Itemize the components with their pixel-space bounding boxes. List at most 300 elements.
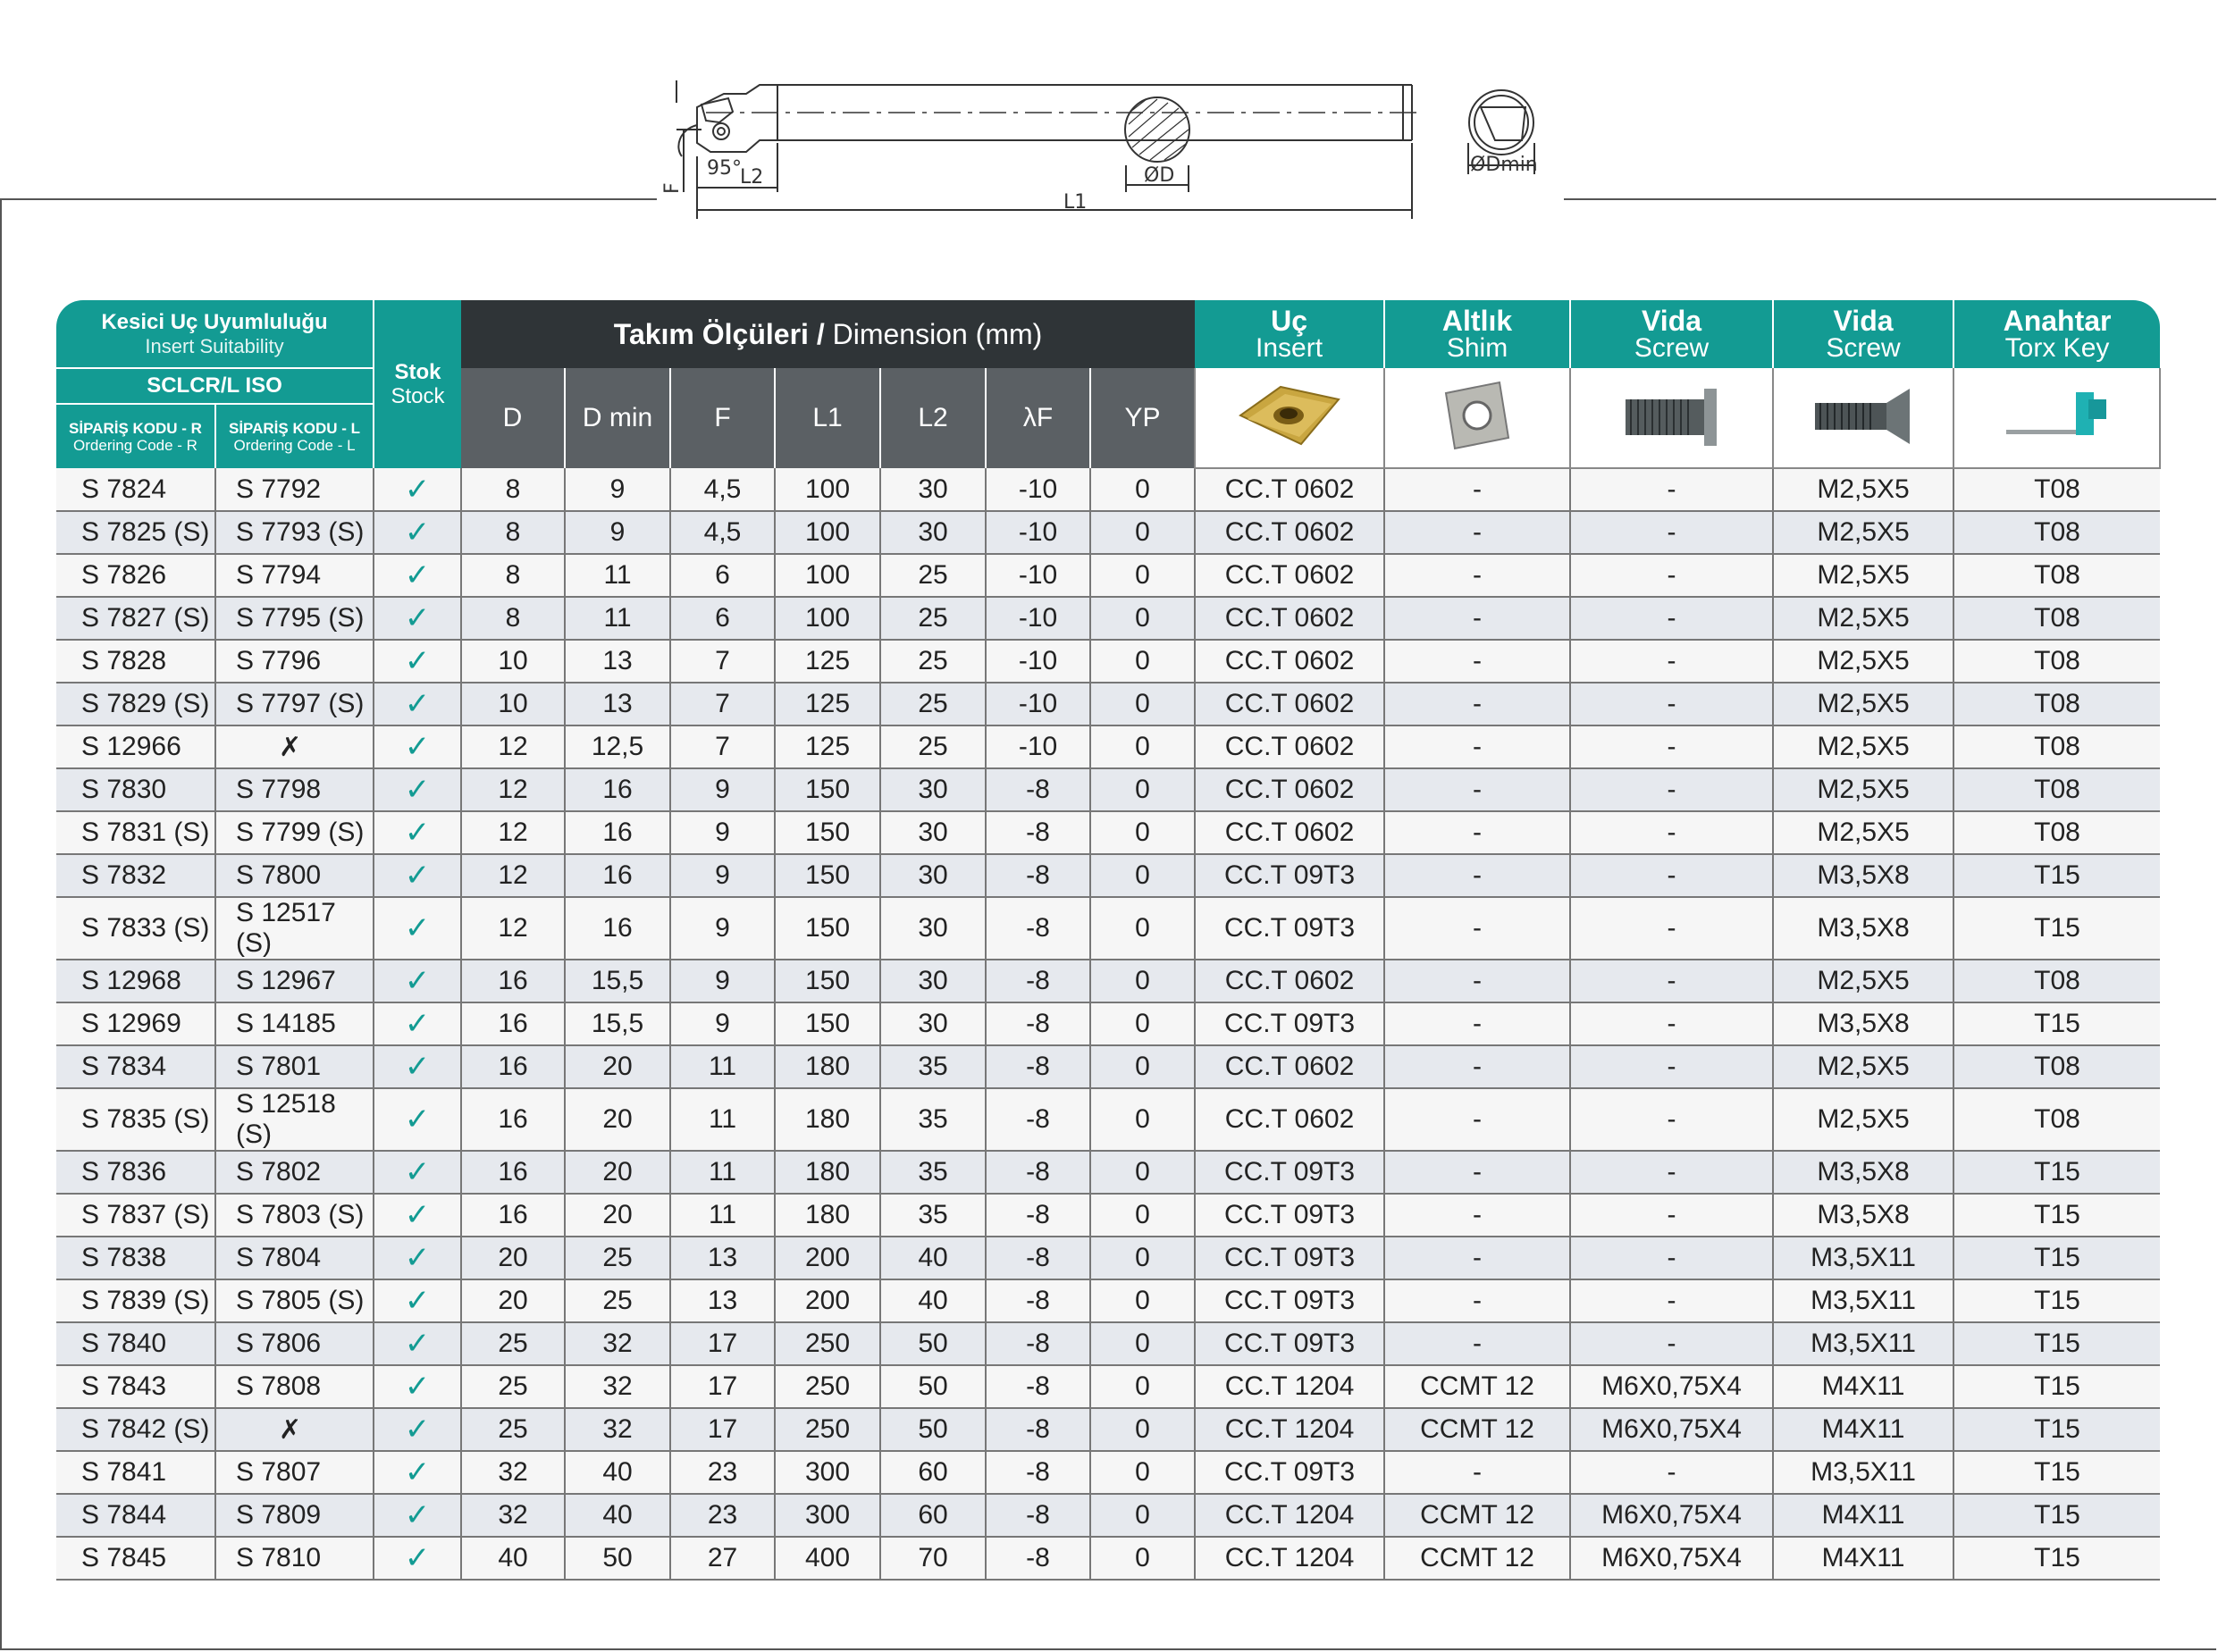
cell-yp: 0: [1090, 683, 1195, 725]
cell-insert: CC.T 1204: [1195, 1408, 1384, 1451]
cell-screw: M6X0,75X4: [1570, 1365, 1773, 1408]
cell-code-l: S 7794: [215, 554, 374, 597]
cell-code-r: S 7832: [56, 854, 215, 897]
cell-f: 11: [670, 1194, 775, 1237]
cell-lambda-f: -8: [986, 1537, 1090, 1580]
insert-subtitle: Insert: [1256, 333, 1323, 363]
table-row: [56, 1408, 2160, 1451]
cell-d: 10: [461, 683, 565, 725]
cell-l1: 100: [775, 468, 880, 511]
cell-stock: ✓: [374, 1365, 461, 1408]
table-row: [56, 768, 2160, 811]
cell-code-r: S 12969: [56, 1002, 215, 1045]
cell-l2: 30: [880, 1002, 986, 1045]
stock-subtitle: Stock: [391, 384, 445, 408]
cell-yp: 0: [1090, 511, 1195, 554]
cell-code-l: S 7802: [215, 1151, 374, 1194]
cell-yp: 0: [1090, 554, 1195, 597]
cell-l2: 30: [880, 468, 986, 511]
cell-yp: 0: [1090, 1537, 1195, 1580]
cell-insert: CC.T 09T3: [1195, 1237, 1384, 1279]
table-row: [56, 1279, 2160, 1322]
cell-stock: ✓: [374, 1537, 461, 1580]
cell-screw: -: [1570, 1279, 1773, 1322]
cell-key: T15: [1953, 1494, 2160, 1537]
cell-screw2: M4X11: [1773, 1365, 1953, 1408]
screw-title: Vida: [1642, 305, 1702, 337]
cell-dmin: 32: [565, 1365, 670, 1408]
cell-dmin: 40: [565, 1451, 670, 1494]
cell-d: 8: [461, 597, 565, 640]
cell-d: 12: [461, 811, 565, 854]
cell-dmin: 11: [565, 554, 670, 597]
cell-l2: 50: [880, 1365, 986, 1408]
cell-l1: 150: [775, 811, 880, 854]
cell-key: T08: [1953, 597, 2160, 640]
cell-stock: ✓: [374, 1151, 461, 1194]
cell-l1: 125: [775, 725, 880, 768]
cell-f: 11: [670, 1045, 775, 1088]
cell-stock: ✓: [374, 768, 461, 811]
cell-key: T08: [1953, 1088, 2160, 1151]
cell-dmin: 9: [565, 468, 670, 511]
cell-lambda-f: -8: [986, 1494, 1090, 1537]
code-l-title: SİPARİŞ KODU - L: [228, 419, 361, 437]
cell-code-l: S 14185: [215, 1002, 374, 1045]
cell-yp: 0: [1090, 854, 1195, 897]
cell-shim: -: [1384, 725, 1570, 768]
code-r-header: [56, 404, 215, 468]
cell-yp: 0: [1090, 1494, 1195, 1537]
cell-l2: 60: [880, 1494, 986, 1537]
cell-screw: -: [1570, 511, 1773, 554]
cell-key: T08: [1953, 511, 2160, 554]
cell-l2: 25: [880, 683, 986, 725]
cell-d: 16: [461, 1151, 565, 1194]
cell-shim: -: [1384, 854, 1570, 897]
table-row: [56, 1151, 2160, 1194]
cell-screw2: M3,5X8: [1773, 1194, 1953, 1237]
cell-code-l: S 7793 (S): [215, 511, 374, 554]
cell-f: 17: [670, 1322, 775, 1365]
cell-d: 25: [461, 1322, 565, 1365]
cell-key: T15: [1953, 854, 2160, 897]
cell-dmin: 12,5: [565, 725, 670, 768]
cell-code-r: S 7835 (S): [56, 1088, 215, 1151]
cell-screw: -: [1570, 1045, 1773, 1088]
cell-stock: ✓: [374, 511, 461, 554]
cell-shim: -: [1384, 1322, 1570, 1365]
cell-lambda-f: -8: [986, 1151, 1090, 1194]
cell-stock: ✓: [374, 1045, 461, 1088]
table-row: [56, 597, 2160, 640]
cell-code-l: ✗: [215, 725, 374, 768]
cell-code-l: S 7796: [215, 640, 374, 683]
cell-screw2: M3,5X8: [1773, 897, 1953, 960]
cell-f: 13: [670, 1279, 775, 1322]
cell-screw2: M4X11: [1773, 1408, 1953, 1451]
table-row: [56, 1537, 2160, 1580]
cell-key: T08: [1953, 468, 2160, 511]
cell-insert: CC.T 0602: [1195, 554, 1384, 597]
cell-code-r: S 7841: [56, 1451, 215, 1494]
screw2-image: [1773, 368, 1953, 468]
cell-screw2: M2,5X5: [1773, 683, 1953, 725]
cell-key: T08: [1953, 725, 2160, 768]
cell-screw2: M2,5X5: [1773, 960, 1953, 1002]
cell-code-r: S 7839 (S): [56, 1279, 215, 1322]
cell-stock: ✓: [374, 683, 461, 725]
shim-header: [1384, 300, 1570, 368]
cell-lambda-f: -8: [986, 854, 1090, 897]
cell-code-r: S 7840: [56, 1322, 215, 1365]
cell-insert: CC.T 09T3: [1195, 854, 1384, 897]
shim-subtitle: Shim: [1446, 333, 1508, 363]
cell-f: 6: [670, 554, 775, 597]
cell-shim: -: [1384, 640, 1570, 683]
cell-screw: M6X0,75X4: [1570, 1537, 1773, 1580]
col-d: D: [461, 368, 565, 468]
cell-dmin: 20: [565, 1088, 670, 1151]
cell-lambda-f: -8: [986, 897, 1090, 960]
cell-insert: CC.T 0602: [1195, 1045, 1384, 1088]
l2-label: L2: [740, 166, 764, 189]
cell-f: 23: [670, 1494, 775, 1537]
cell-l1: 250: [775, 1408, 880, 1451]
col-l1: L1: [775, 368, 880, 468]
cell-shim: -: [1384, 1151, 1570, 1194]
cell-screw2: M2,5X5: [1773, 511, 1953, 554]
table-row: [56, 1088, 2160, 1151]
cell-lambda-f: -8: [986, 1088, 1090, 1151]
cell-insert: CC.T 0602: [1195, 1088, 1384, 1151]
cell-shim: -: [1384, 1088, 1570, 1151]
cell-key: T15: [1953, 1151, 2160, 1194]
shim-title: Altlık: [1441, 305, 1513, 337]
screw-subtitle: Screw: [1634, 333, 1710, 363]
cell-code-r: S 7829 (S): [56, 683, 215, 725]
cell-screw2: M2,5X5: [1773, 1088, 1953, 1151]
dimension-subtitle: Dimension (mm): [824, 317, 1043, 350]
cell-d: 40: [461, 1537, 565, 1580]
cell-f: 9: [670, 1002, 775, 1045]
insert-suitability-header: [56, 300, 374, 368]
cell-l2: 25: [880, 725, 986, 768]
cell-code-r: S 7833 (S): [56, 897, 215, 960]
cell-lambda-f: -8: [986, 811, 1090, 854]
cell-l1: 180: [775, 1045, 880, 1088]
cell-f: 7: [670, 683, 775, 725]
cell-screw2: M3,5X11: [1773, 1237, 1953, 1279]
table-row: [56, 897, 2160, 960]
cell-code-l: S 7808: [215, 1365, 374, 1408]
cell-d: 12: [461, 854, 565, 897]
cell-shim: -: [1384, 1279, 1570, 1322]
cell-yp: 0: [1090, 897, 1195, 960]
cell-lambda-f: -8: [986, 768, 1090, 811]
cell-stock: ✓: [374, 597, 461, 640]
dmin-label: ØDmin: [1470, 154, 1538, 176]
dimension-header: [461, 300, 1195, 368]
cell-stock: ✓: [374, 1408, 461, 1451]
cell-dmin: 25: [565, 1279, 670, 1322]
cell-d: 32: [461, 1451, 565, 1494]
cell-l2: 25: [880, 554, 986, 597]
cell-d: 12: [461, 897, 565, 960]
cell-dmin: 16: [565, 897, 670, 960]
torx-screw-icon: [1810, 380, 1917, 451]
cell-key: T08: [1953, 1045, 2160, 1088]
cell-code-r: S 12968: [56, 960, 215, 1002]
cell-screw: -: [1570, 1451, 1773, 1494]
cell-key: T08: [1953, 640, 2160, 683]
cell-screw: -: [1570, 1151, 1773, 1194]
cell-stock: ✓: [374, 1279, 461, 1322]
cell-stock: ✓: [374, 854, 461, 897]
cell-screw: M6X0,75X4: [1570, 1494, 1773, 1537]
cell-d: 25: [461, 1408, 565, 1451]
cell-screw: -: [1570, 1194, 1773, 1237]
cell-key: T15: [1953, 1237, 2160, 1279]
cell-insert: CC.T 1204: [1195, 1537, 1384, 1580]
cell-code-r: S 7831 (S): [56, 811, 215, 854]
cell-code-r: S 7836: [56, 1151, 215, 1194]
cell-screw2: M3,5X11: [1773, 1451, 1953, 1494]
boring-bar-drawing: [657, 58, 1550, 223]
cell-code-r: S 7827 (S): [56, 597, 215, 640]
cell-lambda-f: -8: [986, 1322, 1090, 1365]
cell-insert: CC.T 0602: [1195, 511, 1384, 554]
cell-stock: ✓: [374, 1088, 461, 1151]
code-l-subtitle: Ordering Code - L: [233, 436, 356, 454]
cell-screw: -: [1570, 960, 1773, 1002]
cell-yp: 0: [1090, 1151, 1195, 1194]
cell-code-l: S 12517 (S): [215, 897, 374, 960]
cell-code-l: S 7798: [215, 768, 374, 811]
key-image: [1953, 368, 2160, 468]
cell-d: 10: [461, 640, 565, 683]
cell-l2: 30: [880, 854, 986, 897]
stock-header: [374, 300, 461, 468]
insert-suitability-subtitle: Insert Suitability: [145, 334, 284, 357]
cell-f: 9: [670, 811, 775, 854]
cell-l2: 30: [880, 960, 986, 1002]
cell-key: T15: [1953, 1322, 2160, 1365]
cell-l2: 35: [880, 1045, 986, 1088]
cell-code-r: S 7842 (S): [56, 1408, 215, 1451]
cell-code-l: S 7801: [215, 1045, 374, 1088]
code-r-subtitle: Ordering Code - R: [73, 436, 197, 454]
cell-lambda-f: -8: [986, 1451, 1090, 1494]
screw2-subtitle: Screw: [1826, 333, 1901, 363]
cell-insert: CC.T 09T3: [1195, 1322, 1384, 1365]
cell-l1: 150: [775, 897, 880, 960]
cell-l1: 200: [775, 1279, 880, 1322]
cell-l2: 35: [880, 1194, 986, 1237]
cell-code-l: S 7795 (S): [215, 597, 374, 640]
cell-l2: 35: [880, 1088, 986, 1151]
cell-code-l: S 7807: [215, 1451, 374, 1494]
cell-l1: 300: [775, 1451, 880, 1494]
cell-dmin: 20: [565, 1151, 670, 1194]
cell-stock: ✓: [374, 897, 461, 960]
cell-f: 9: [670, 897, 775, 960]
cell-insert: CC.T 09T3: [1195, 1002, 1384, 1045]
cell-key: T15: [1953, 1408, 2160, 1451]
cell-code-l: S 7803 (S): [215, 1194, 374, 1237]
insert-header: [1195, 300, 1384, 368]
cell-l1: 180: [775, 1151, 880, 1194]
cell-code-l: S 7799 (S): [215, 811, 374, 854]
cell-shim: -: [1384, 1237, 1570, 1279]
cell-code-l: S 7797 (S): [215, 683, 374, 725]
cell-stock: ✓: [374, 554, 461, 597]
cell-code-l: S 12518 (S): [215, 1088, 374, 1151]
cell-dmin: 13: [565, 640, 670, 683]
cell-insert: CC.T 1204: [1195, 1494, 1384, 1537]
cell-code-l: S 7805 (S): [215, 1279, 374, 1322]
cell-key: T15: [1953, 1279, 2160, 1322]
table-row: [56, 640, 2160, 683]
cell-code-r: S 7834: [56, 1045, 215, 1088]
cell-screw2: M2,5X5: [1773, 554, 1953, 597]
cell-dmin: 40: [565, 1494, 670, 1537]
cell-insert: CC.T 0602: [1195, 811, 1384, 854]
cell-shim: -: [1384, 1002, 1570, 1045]
cell-code-l: S 7809: [215, 1494, 374, 1537]
cell-f: 11: [670, 1151, 775, 1194]
cell-screw2: M3,5X8: [1773, 1151, 1953, 1194]
table-row: [56, 1451, 2160, 1494]
cell-d: 8: [461, 554, 565, 597]
cell-f: 4,5: [670, 511, 775, 554]
key-header: [1953, 300, 2160, 368]
cell-insert: CC.T 1204: [1195, 1365, 1384, 1408]
cell-shim: -: [1384, 1194, 1570, 1237]
cell-f: 9: [670, 960, 775, 1002]
cell-l1: 400: [775, 1537, 880, 1580]
cell-lambda-f: -8: [986, 1045, 1090, 1088]
table-row: [56, 725, 2160, 768]
table-row: [56, 1494, 2160, 1537]
cell-shim: CCMT 12: [1384, 1408, 1570, 1451]
cell-dmin: 16: [565, 768, 670, 811]
cell-insert: CC.T 0602: [1195, 683, 1384, 725]
cell-stock: ✓: [374, 960, 461, 1002]
key-subtitle: Torx Key: [2004, 333, 2110, 363]
spec-table: [56, 300, 2161, 1581]
cell-code-l: S 7804: [215, 1237, 374, 1279]
cell-f: 4,5: [670, 468, 775, 511]
cell-yp: 0: [1090, 1279, 1195, 1322]
cell-d: 32: [461, 1494, 565, 1537]
cell-insert: CC.T 09T3: [1195, 1194, 1384, 1237]
cell-key: T08: [1953, 811, 2160, 854]
cell-screw: -: [1570, 597, 1773, 640]
cell-screw: -: [1570, 1002, 1773, 1045]
cell-lambda-f: -8: [986, 1237, 1090, 1279]
cell-key: T08: [1953, 960, 2160, 1002]
cell-code-r: S 7830: [56, 768, 215, 811]
cell-yp: 0: [1090, 1365, 1195, 1408]
cell-stock: ✓: [374, 640, 461, 683]
cell-screw: -: [1570, 683, 1773, 725]
cell-yp: 0: [1090, 1408, 1195, 1451]
screw2-title: Vida: [1833, 305, 1894, 337]
cell-d: 16: [461, 1088, 565, 1151]
cell-insert: CC.T 0602: [1195, 768, 1384, 811]
cell-lambda-f: -10: [986, 597, 1090, 640]
cell-lambda-f: -10: [986, 683, 1090, 725]
cell-l2: 50: [880, 1322, 986, 1365]
table-row: [56, 1045, 2160, 1088]
cell-d: 16: [461, 1002, 565, 1045]
cell-key: T08: [1953, 554, 2160, 597]
cell-code-l: ✗: [215, 1408, 374, 1451]
cell-key: T15: [1953, 897, 2160, 960]
cell-yp: 0: [1090, 1322, 1195, 1365]
cell-dmin: 11: [565, 597, 670, 640]
cell-f: 9: [670, 854, 775, 897]
col-l2: L2: [880, 368, 986, 468]
cell-screw2: M2,5X5: [1773, 811, 1953, 854]
cell-lambda-f: -10: [986, 725, 1090, 768]
cell-screw2: M2,5X5: [1773, 768, 1953, 811]
cell-f: 7: [670, 640, 775, 683]
cell-l1: 100: [775, 554, 880, 597]
code-l-header: [215, 404, 374, 468]
cell-dmin: 32: [565, 1322, 670, 1365]
cell-stock: ✓: [374, 468, 461, 511]
table-row: [56, 511, 2160, 554]
cell-screw2: M3,5X8: [1773, 854, 1953, 897]
cell-l1: 100: [775, 597, 880, 640]
cell-shim: -: [1384, 1451, 1570, 1494]
cell-f: 17: [670, 1408, 775, 1451]
cell-d: 12: [461, 768, 565, 811]
cell-l1: 125: [775, 640, 880, 683]
cell-d: 25: [461, 1365, 565, 1408]
cell-yp: 0: [1090, 768, 1195, 811]
cell-screw: -: [1570, 811, 1773, 854]
cell-screw: -: [1570, 854, 1773, 897]
cell-f: 27: [670, 1537, 775, 1580]
cell-dmin: 25: [565, 1237, 670, 1279]
cell-yp: 0: [1090, 811, 1195, 854]
table-row: [56, 854, 2160, 897]
cell-f: 9: [670, 768, 775, 811]
cell-l1: 150: [775, 768, 880, 811]
f-label: F: [661, 182, 684, 194]
cell-yp: 0: [1090, 1002, 1195, 1045]
cell-code-r: S 7838: [56, 1237, 215, 1279]
cell-stock: ✓: [374, 1194, 461, 1237]
cell-code-r: S 7826: [56, 554, 215, 597]
cell-lambda-f: -8: [986, 1194, 1090, 1237]
cell-f: 17: [670, 1365, 775, 1408]
cell-shim: CCMT 12: [1384, 1365, 1570, 1408]
cell-insert: CC.T 09T3: [1195, 1279, 1384, 1322]
table-row: [56, 1194, 2160, 1237]
cell-f: 6: [670, 597, 775, 640]
cell-d: 16: [461, 1194, 565, 1237]
cell-insert: CC.T 0602: [1195, 725, 1384, 768]
cell-stock: ✓: [374, 1002, 461, 1045]
cell-dmin: 13: [565, 683, 670, 725]
cell-code-r: S 7845: [56, 1537, 215, 1580]
cell-d: 20: [461, 1237, 565, 1279]
cell-lambda-f: -10: [986, 640, 1090, 683]
